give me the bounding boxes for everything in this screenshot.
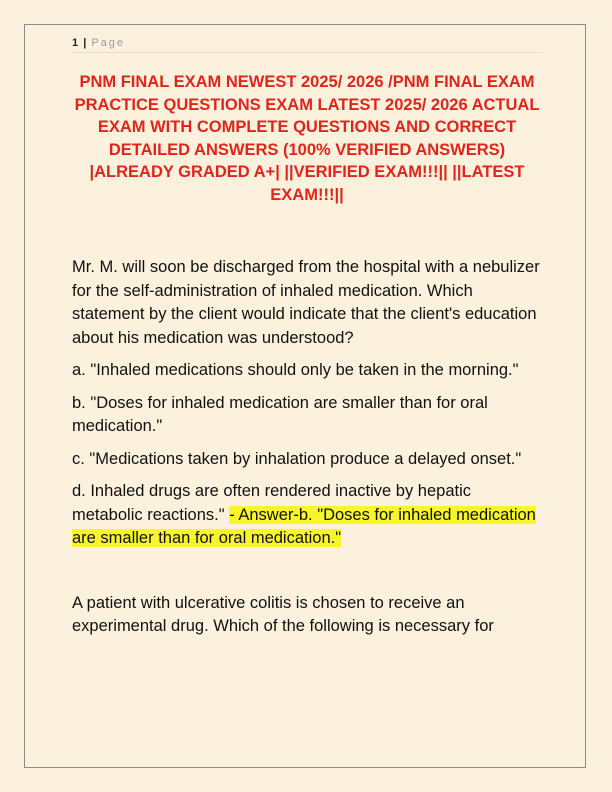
- question-1-stem: Mr. M. will soon be discharged from the hospital with a nebulizer for the self-administration of inhaled medication. Which statement by the client would indicate that the client's education about his medication was understood?: [72, 258, 540, 347]
- page-label: Page: [91, 37, 126, 49]
- question-2-stem: A patient with ulcerative colitis is chosen to receive an experimental drug. Which of the following is necessary for: [72, 593, 494, 635]
- page-header: [72, 36, 542, 53]
- question-1-option-b: b. "Doses for inhaled medication are smaller than for oral medication.": [72, 393, 488, 435]
- document-content: [72, 256, 542, 648]
- question-1-option-a: a. "Inhaled medications should only be taken in the morning.": [72, 361, 519, 379]
- question-1-answer: - Answer-b. "Doses for inhaled medication are smaller than for oral medication.": [72, 505, 536, 547]
- document-title: PNM FINAL EXAM NEWEST 2025/ 2026 /PNM FINAL EXAM PRACTICE QUESTIONS EXAM LATEST 2025/ 2026 ACTUAL EXAM WITH COMPLETE QUESTIONS AND CORRECT DETAILED ANSWERS (100% VERIFIED ANSWERS) |ALREADY GRADED A+| ||VERIFIED EXAM!!!|| ||LATEST EXAM!!!||: [74, 73, 540, 204]
- question-1-option-d: d. Inhaled drugs are often rendered inactive by hepatic metabolic reactions.": [72, 482, 472, 524]
- question-1-option-c: c. "Medications taken by inhalation produce a delayed onset.": [72, 449, 522, 468]
- question-1-option-d-with-answer: [72, 480, 542, 551]
- question-spacer: [72, 560, 542, 592]
- page-separator: |: [83, 37, 87, 49]
- page-number: 1: [72, 37, 79, 49]
